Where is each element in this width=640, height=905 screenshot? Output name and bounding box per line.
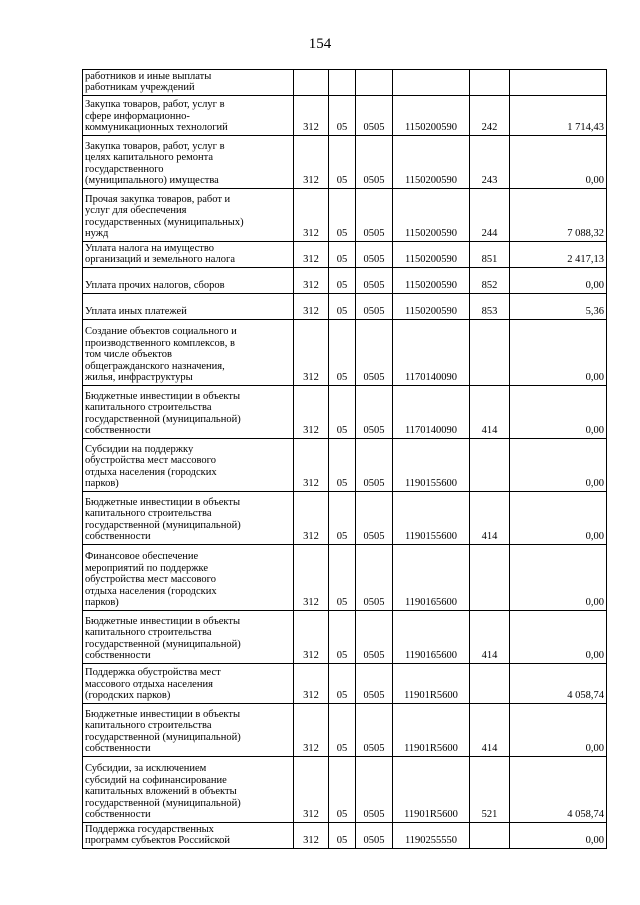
expense-type-cell: 414 — [470, 611, 510, 664]
expense-name-cell: Закупка товаров, работ, услуг в целях капитального ремонта государственного (муниципального) имущества — [83, 136, 294, 189]
admin-code-cell: 312 — [294, 439, 329, 492]
page-number: 154 — [308, 36, 332, 52]
admin-code-cell: 312 — [294, 136, 329, 189]
section-code-cell: 05 — [329, 294, 356, 320]
subsection-code-cell: 0505 — [356, 386, 393, 439]
section-code-cell: 05 — [329, 611, 356, 664]
target-article-cell: 1150200590 — [393, 268, 470, 294]
amount-cell: 0,00 — [510, 611, 607, 664]
section-code-cell: 05 — [329, 439, 356, 492]
table-row — [83, 320, 607, 386]
admin-code-cell: 312 — [294, 664, 329, 704]
amount-cell: 0,00 — [510, 492, 607, 545]
expense-type-cell — [470, 320, 510, 386]
expense-name-cell: Финансовое обеспечение мероприятий по поддержке обустройства мест массового отдыха населения (городских парков) — [83, 545, 294, 611]
expense-name-cell: Уплата налога на имущество организаций и земельного налога — [83, 242, 294, 268]
subsection-code-cell: 0505 — [356, 545, 393, 611]
subsection-code-cell: 0505 — [356, 439, 393, 492]
amount-cell: 2 417,13 — [510, 242, 607, 268]
expense-name-cell: работников и иные выплаты работникам учреждений — [83, 70, 294, 96]
table-row — [83, 386, 607, 439]
expense-name-cell: Прочая закупка товаров, работ и услуг для обеспечения государственных (муниципальных) нужд — [83, 189, 294, 242]
table-row — [83, 757, 607, 823]
amount-cell: 0,00 — [510, 320, 607, 386]
expense-name-cell: Уплата прочих налогов, сборов — [83, 268, 294, 294]
subsection-code-cell: 0505 — [356, 96, 393, 136]
target-article-cell: 1150200590 — [393, 96, 470, 136]
admin-code-cell: 312 — [294, 545, 329, 611]
amount-cell: 7 088,32 — [510, 189, 607, 242]
admin-code-cell: 312 — [294, 268, 329, 294]
table-row — [83, 242, 607, 268]
amount-cell: 1 714,43 — [510, 96, 607, 136]
subsection-code-cell: 0505 — [356, 268, 393, 294]
section-code-cell: 05 — [329, 96, 356, 136]
expense-type-cell: 853 — [470, 294, 510, 320]
section-code-cell: 05 — [329, 136, 356, 189]
expense-type-cell: 242 — [470, 96, 510, 136]
target-article-cell: 1190165600 — [393, 611, 470, 664]
subsection-code-cell: 0505 — [356, 611, 393, 664]
expense-type-cell — [470, 70, 510, 96]
subsection-code-cell: 0505 — [356, 664, 393, 704]
budget-table — [82, 69, 607, 849]
subsection-code-cell: 0505 — [356, 757, 393, 823]
expense-name-cell: Закупка товаров, работ, услуг в сфере информационно- коммуникационных технологий — [83, 96, 294, 136]
subsection-code-cell: 0505 — [356, 242, 393, 268]
section-code-cell: 05 — [329, 189, 356, 242]
expense-type-cell: 244 — [470, 189, 510, 242]
expense-type-cell: 414 — [470, 386, 510, 439]
admin-code-cell: 312 — [294, 757, 329, 823]
table-row — [83, 70, 607, 96]
amount-cell: 0,00 — [510, 823, 607, 849]
expense-type-cell — [470, 664, 510, 704]
subsection-code-cell — [356, 70, 393, 96]
amount-cell: 0,00 — [510, 704, 607, 757]
amount-cell: 0,00 — [510, 386, 607, 439]
budget-table-body — [83, 70, 607, 849]
target-article-cell: 1190255550 — [393, 823, 470, 849]
table-row — [83, 294, 607, 320]
amount-cell: 0,00 — [510, 268, 607, 294]
section-code-cell — [329, 70, 356, 96]
subsection-code-cell: 0505 — [356, 294, 393, 320]
admin-code-cell: 312 — [294, 242, 329, 268]
table-row — [83, 823, 607, 849]
table-row — [83, 492, 607, 545]
admin-code-cell: 312 — [294, 386, 329, 439]
section-code-cell: 05 — [329, 268, 356, 294]
amount-cell — [510, 70, 607, 96]
expense-type-cell: 414 — [470, 492, 510, 545]
section-code-cell: 05 — [329, 664, 356, 704]
expense-name-cell: Бюджетные инвестиции в объекты капитального строительства государственной (муниципальной) собственности — [83, 611, 294, 664]
admin-code-cell: 312 — [294, 611, 329, 664]
section-code-cell: 05 — [329, 545, 356, 611]
target-article-cell: 1170140090 — [393, 320, 470, 386]
admin-code-cell: 312 — [294, 320, 329, 386]
expense-name-cell: Субсидии, за исключением субсидий на софинансирование капитальных вложений в объекты государственной (муниципальной) собственности — [83, 757, 294, 823]
table-row — [83, 268, 607, 294]
subsection-code-cell: 0505 — [356, 492, 393, 545]
amount-cell: 0,00 — [510, 136, 607, 189]
section-code-cell: 05 — [329, 757, 356, 823]
expense-type-cell — [470, 545, 510, 611]
target-article-cell: 1190155600 — [393, 492, 470, 545]
target-article-cell: 1170140090 — [393, 386, 470, 439]
section-code-cell: 05 — [329, 492, 356, 545]
admin-code-cell: 312 — [294, 704, 329, 757]
table-row — [83, 611, 607, 664]
expense-type-cell: 243 — [470, 136, 510, 189]
section-code-cell: 05 — [329, 386, 356, 439]
admin-code-cell: 312 — [294, 823, 329, 849]
expense-name-cell: Уплата иных платежей — [83, 294, 294, 320]
target-article-cell — [393, 70, 470, 96]
expense-name-cell: Бюджетные инвестиции в объекты капитального строительства государственной (муниципальной) собственности — [83, 704, 294, 757]
table-row — [83, 664, 607, 704]
target-article-cell: 1150200590 — [393, 294, 470, 320]
amount-cell: 0,00 — [510, 439, 607, 492]
expense-type-cell: 851 — [470, 242, 510, 268]
expense-name-cell: Поддержка государственных программ субъектов Российской — [83, 823, 294, 849]
target-article-cell: 1190165600 — [393, 545, 470, 611]
admin-code-cell — [294, 70, 329, 96]
amount-cell: 0,00 — [510, 545, 607, 611]
target-article-cell: 11901R5600 — [393, 664, 470, 704]
section-code-cell: 05 — [329, 320, 356, 386]
table-row — [83, 189, 607, 242]
table-row — [83, 545, 607, 611]
table-row — [83, 96, 607, 136]
amount-cell: 5,36 — [510, 294, 607, 320]
target-article-cell: 1150200590 — [393, 136, 470, 189]
amount-cell: 4 058,74 — [510, 757, 607, 823]
section-code-cell: 05 — [329, 823, 356, 849]
target-article-cell: 1190155600 — [393, 439, 470, 492]
target-article-cell: 11901R5600 — [393, 757, 470, 823]
subsection-code-cell: 0505 — [356, 320, 393, 386]
section-code-cell: 05 — [329, 704, 356, 757]
expense-type-cell: 414 — [470, 704, 510, 757]
section-code-cell: 05 — [329, 242, 356, 268]
target-article-cell: 1150200590 — [393, 242, 470, 268]
expense-type-cell — [470, 823, 510, 849]
table-row — [83, 704, 607, 757]
admin-code-cell: 312 — [294, 294, 329, 320]
expense-name-cell: Бюджетные инвестиции в объекты капитального строительства государственной (муниципальной) собственности — [83, 386, 294, 439]
expense-type-cell — [470, 439, 510, 492]
admin-code-cell: 312 — [294, 96, 329, 136]
subsection-code-cell: 0505 — [356, 189, 393, 242]
table-row — [83, 136, 607, 189]
table-row — [83, 439, 607, 492]
expense-name-cell: Создание объектов социального и производственного комплексов, в том числе объектов общегражданского назначения, жилья, инфраструктуры — [83, 320, 294, 386]
subsection-code-cell: 0505 — [356, 136, 393, 189]
expense-type-cell: 852 — [470, 268, 510, 294]
expense-name-cell: Поддержка обустройства мест массового отдыха населения (городских парков) — [83, 664, 294, 704]
expense-name-cell: Субсидии на поддержку обустройства мест массового отдыха населения (городских парков) — [83, 439, 294, 492]
amount-cell: 4 058,74 — [510, 664, 607, 704]
subsection-code-cell: 0505 — [356, 823, 393, 849]
expense-name-cell: Бюджетные инвестиции в объекты капитального строительства государственной (муниципальной) собственности — [83, 492, 294, 545]
target-article-cell: 1150200590 — [393, 189, 470, 242]
subsection-code-cell: 0505 — [356, 704, 393, 757]
admin-code-cell: 312 — [294, 189, 329, 242]
target-article-cell: 11901R5600 — [393, 704, 470, 757]
expense-type-cell: 521 — [470, 757, 510, 823]
admin-code-cell: 312 — [294, 492, 329, 545]
